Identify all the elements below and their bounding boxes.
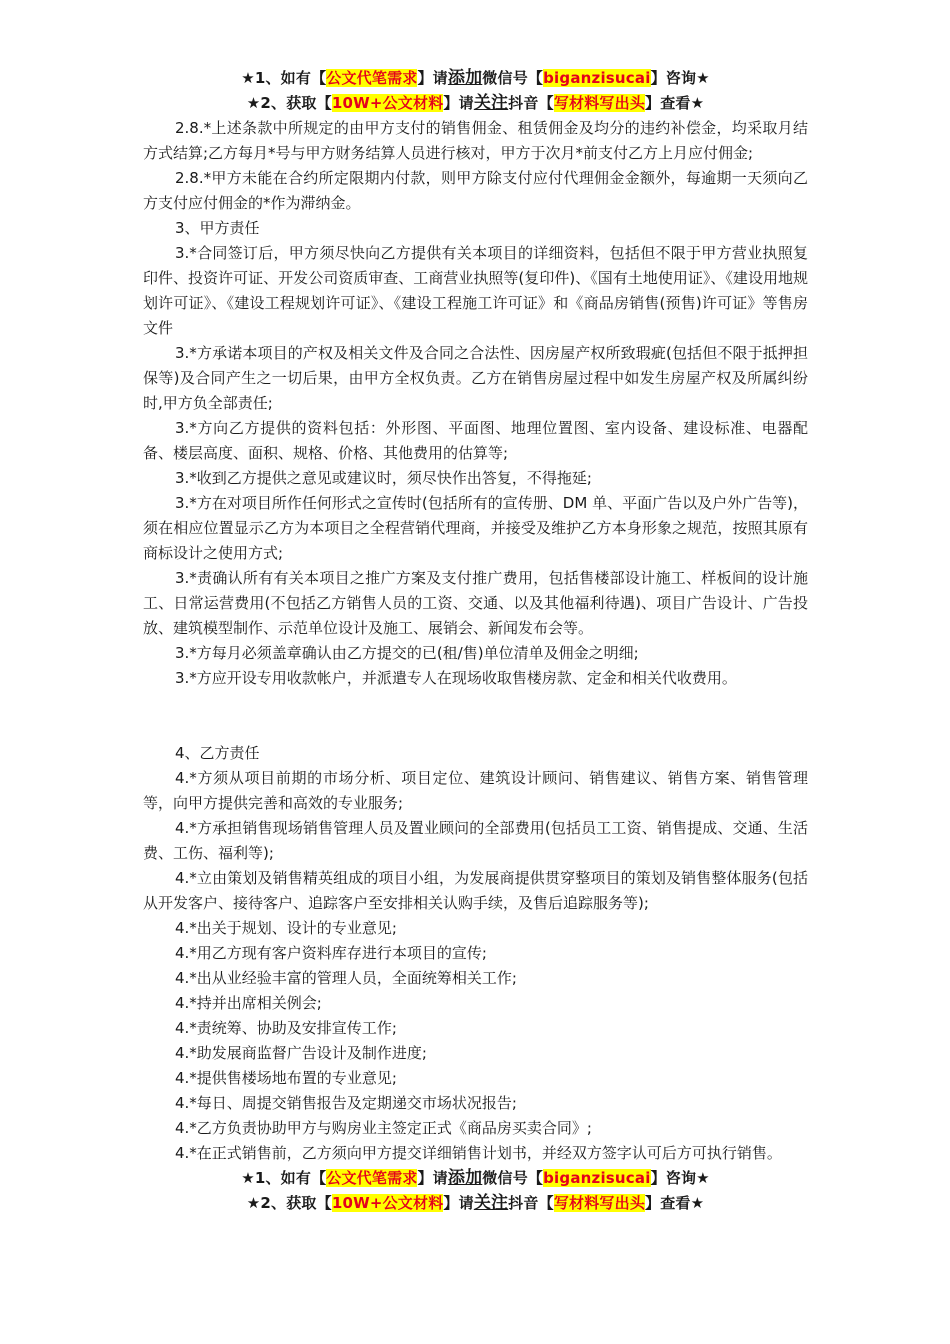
document-page xyxy=(143,66,808,1216)
paragraph: 2.8.*上述条款中所规定的由甲方支付的销售佣金、租赁佣金及均分的违约补偿金，均采取月结方式结算;乙方每月*号与甲方财务结算人员进行核对，甲方于次月*前支付乙方上月应付佣金; xyxy=(143,119,808,162)
bottom-banner xyxy=(143,1166,808,1216)
highlight-text: 公文代笔需求 xyxy=(326,69,418,87)
banner-text: ★2、获取【 xyxy=(246,1194,332,1212)
banner-text: 】咨询★ xyxy=(650,69,710,87)
paragraph: 4.*持并出席相关例会; xyxy=(175,994,322,1012)
paragraph: 4.*立由策划及销售精英组成的项目小组，为发展商提供贯穿整项目的策划及销售整体服务(包括从开发客户、接待客户、追踪客户至安排相关认购手续，及售后追踪服务等); xyxy=(143,869,808,912)
banner-text: 】查看★ xyxy=(645,1194,705,1212)
paragraph: 4.*乙方负责协助甲方与购房业主签定正式《商品房买卖合同》; xyxy=(175,1119,592,1137)
paragraph: 3.*方在对项目所作任何形式之宣传时(包括所有的宣传册、DM 单、平面广告以及户外广告等)，须在相应位置显示乙方为本项目之全程营销代理商，并接受及维护乙方本身形象之规范，按照其原有商标设计之使用方式; xyxy=(143,494,808,562)
banner-text: 抖音【 xyxy=(508,1194,554,1212)
emphasis-text: 添加 xyxy=(447,1168,483,1188)
highlight-text: 公文代笔需求 xyxy=(326,1169,418,1187)
paragraph: 4.*提供售楼场地布置的专业意见; xyxy=(175,1069,397,1087)
banner-line-2 xyxy=(143,91,808,116)
paragraph: 3.*方承诺本项目的产权及相关文件及合同之合法性、因房屋产权所致瑕疵(包括但不限于抵押担保等)及合同产生之一切后果，由甲方全权负责。乙方在销售房屋过程中如发生房屋产权及所属纠纷时,甲方负全部责任; xyxy=(143,344,808,412)
banner-text: 】请 xyxy=(443,94,474,112)
douyin-id: 写材料写出头 xyxy=(553,1194,646,1212)
wechat-id: biganzisucai xyxy=(543,1169,651,1187)
paragraph: 4.*方须从项目前期的市场分析、项目定位、建筑设计顾问、销售建议、销售方案、销售管理等，向甲方提供完善和高效的专业服务; xyxy=(143,769,808,812)
section-heading: 4、乙方责任 xyxy=(175,744,260,762)
section-heading: 3、甲方责任 xyxy=(175,219,260,237)
paragraph: 3.*方向乙方提供的资料包括：外形图、平面图、地理位置图、室内设备、建设标准、电器配备、楼层高度、面积、规格、价格、其他费用的估算等; xyxy=(143,419,808,462)
emphasis-text: 关注 xyxy=(473,1193,509,1213)
banner-text: 】请 xyxy=(417,69,448,87)
banner-line-2 xyxy=(143,1191,808,1216)
paragraph: 4.*出从业经验丰富的管理人员，全面统筹相关工作; xyxy=(175,969,517,987)
paragraph: 3.*收到乙方提供之意见或建议时，须尽快作出答复，不得拖延; xyxy=(175,469,592,487)
paragraph: 3.*方每月必须盖章确认由乙方提交的已(租/售)单位清单及佣金之明细; xyxy=(175,644,639,662)
highlight-text: 10W+公文材料 xyxy=(331,1194,444,1212)
banner-text: ★1、如有【 xyxy=(241,69,327,87)
banner-text: 微信号【 xyxy=(482,1169,544,1187)
banner-text: 】请 xyxy=(443,1194,474,1212)
banner-text: 抖音【 xyxy=(508,94,554,112)
paragraph: 4.*出关于规划、设计的专业意见; xyxy=(175,919,397,937)
top-banner xyxy=(143,66,808,116)
banner-text: 】请 xyxy=(417,1169,448,1187)
paragraph: 3.*合同签订后，甲方须尽快向乙方提供有关本项目的详细资料，包括但不限于甲方营业执照复印件、投资许可证、开发公司资质审查、工商营业执照等(复印件)、《国有土地使用证》、《建设用地规划许可证》、《建设工程规划许可证》、《建设工程施工许可证》和《商品房销售(预售)许可证》等售房文件 xyxy=(143,244,808,337)
paragraph: 4.*助发展商监督广告设计及制作进度; xyxy=(175,1044,427,1062)
banner-text: 微信号【 xyxy=(482,69,544,87)
banner-text: 】查看★ xyxy=(645,94,705,112)
paragraph: 4.*责统筹、协助及安排宣传工作; xyxy=(175,1019,397,1037)
paragraph: 4.*在正式销售前，乙方须向甲方提交详细销售计划书，并经双方签字认可后方可执行销售。 xyxy=(175,1144,782,1162)
contract-body xyxy=(143,116,808,1166)
emphasis-text: 添加 xyxy=(447,68,483,88)
banner-text: ★1、如有【 xyxy=(241,1169,327,1187)
douyin-id: 写材料写出头 xyxy=(553,94,646,112)
paragraph: 4.*每日、周提交销售报告及定期递交市场状况报告; xyxy=(175,1094,517,1112)
paragraph: 4.*用乙方现有客户资料库存进行本项目的宣传; xyxy=(175,944,487,962)
wechat-id: biganzisucai xyxy=(543,69,651,87)
emphasis-text: 关注 xyxy=(473,93,509,113)
blank-space xyxy=(143,691,808,741)
paragraph: 3.*方应开设专用收款帐户，并派遣专人在现场收取售楼房款、定金和相关代收费用。 xyxy=(175,669,737,687)
banner-line-1 xyxy=(143,1166,808,1191)
banner-line-1 xyxy=(143,66,808,91)
banner-text: ★2、获取【 xyxy=(246,94,332,112)
banner-text: 】咨询★ xyxy=(650,1169,710,1187)
paragraph: 2.8.*甲方未能在合约所定限期内付款，则甲方除支付应付代理佣金金额外，每逾期一天须向乙方支付应付佣金的*作为滞纳金。 xyxy=(143,169,808,212)
paragraph: 4.*方承担销售现场销售管理人员及置业顾问的全部费用(包括员工工资、销售提成、交通、生活费、工伤、福利等); xyxy=(143,819,808,862)
highlight-text: 10W+公文材料 xyxy=(331,94,444,112)
paragraph: 3.*责确认所有有关本项目之推广方案及支付推广费用，包括售楼部设计施工、样板间的设计施工、日常运营费用(不包括乙方销售人员的工资、交通、以及其他福利待遇)、项目广告设计、广告投放、建筑模型制作、示范单位设计及施工、展销会、新闻发布会等。 xyxy=(143,569,808,637)
